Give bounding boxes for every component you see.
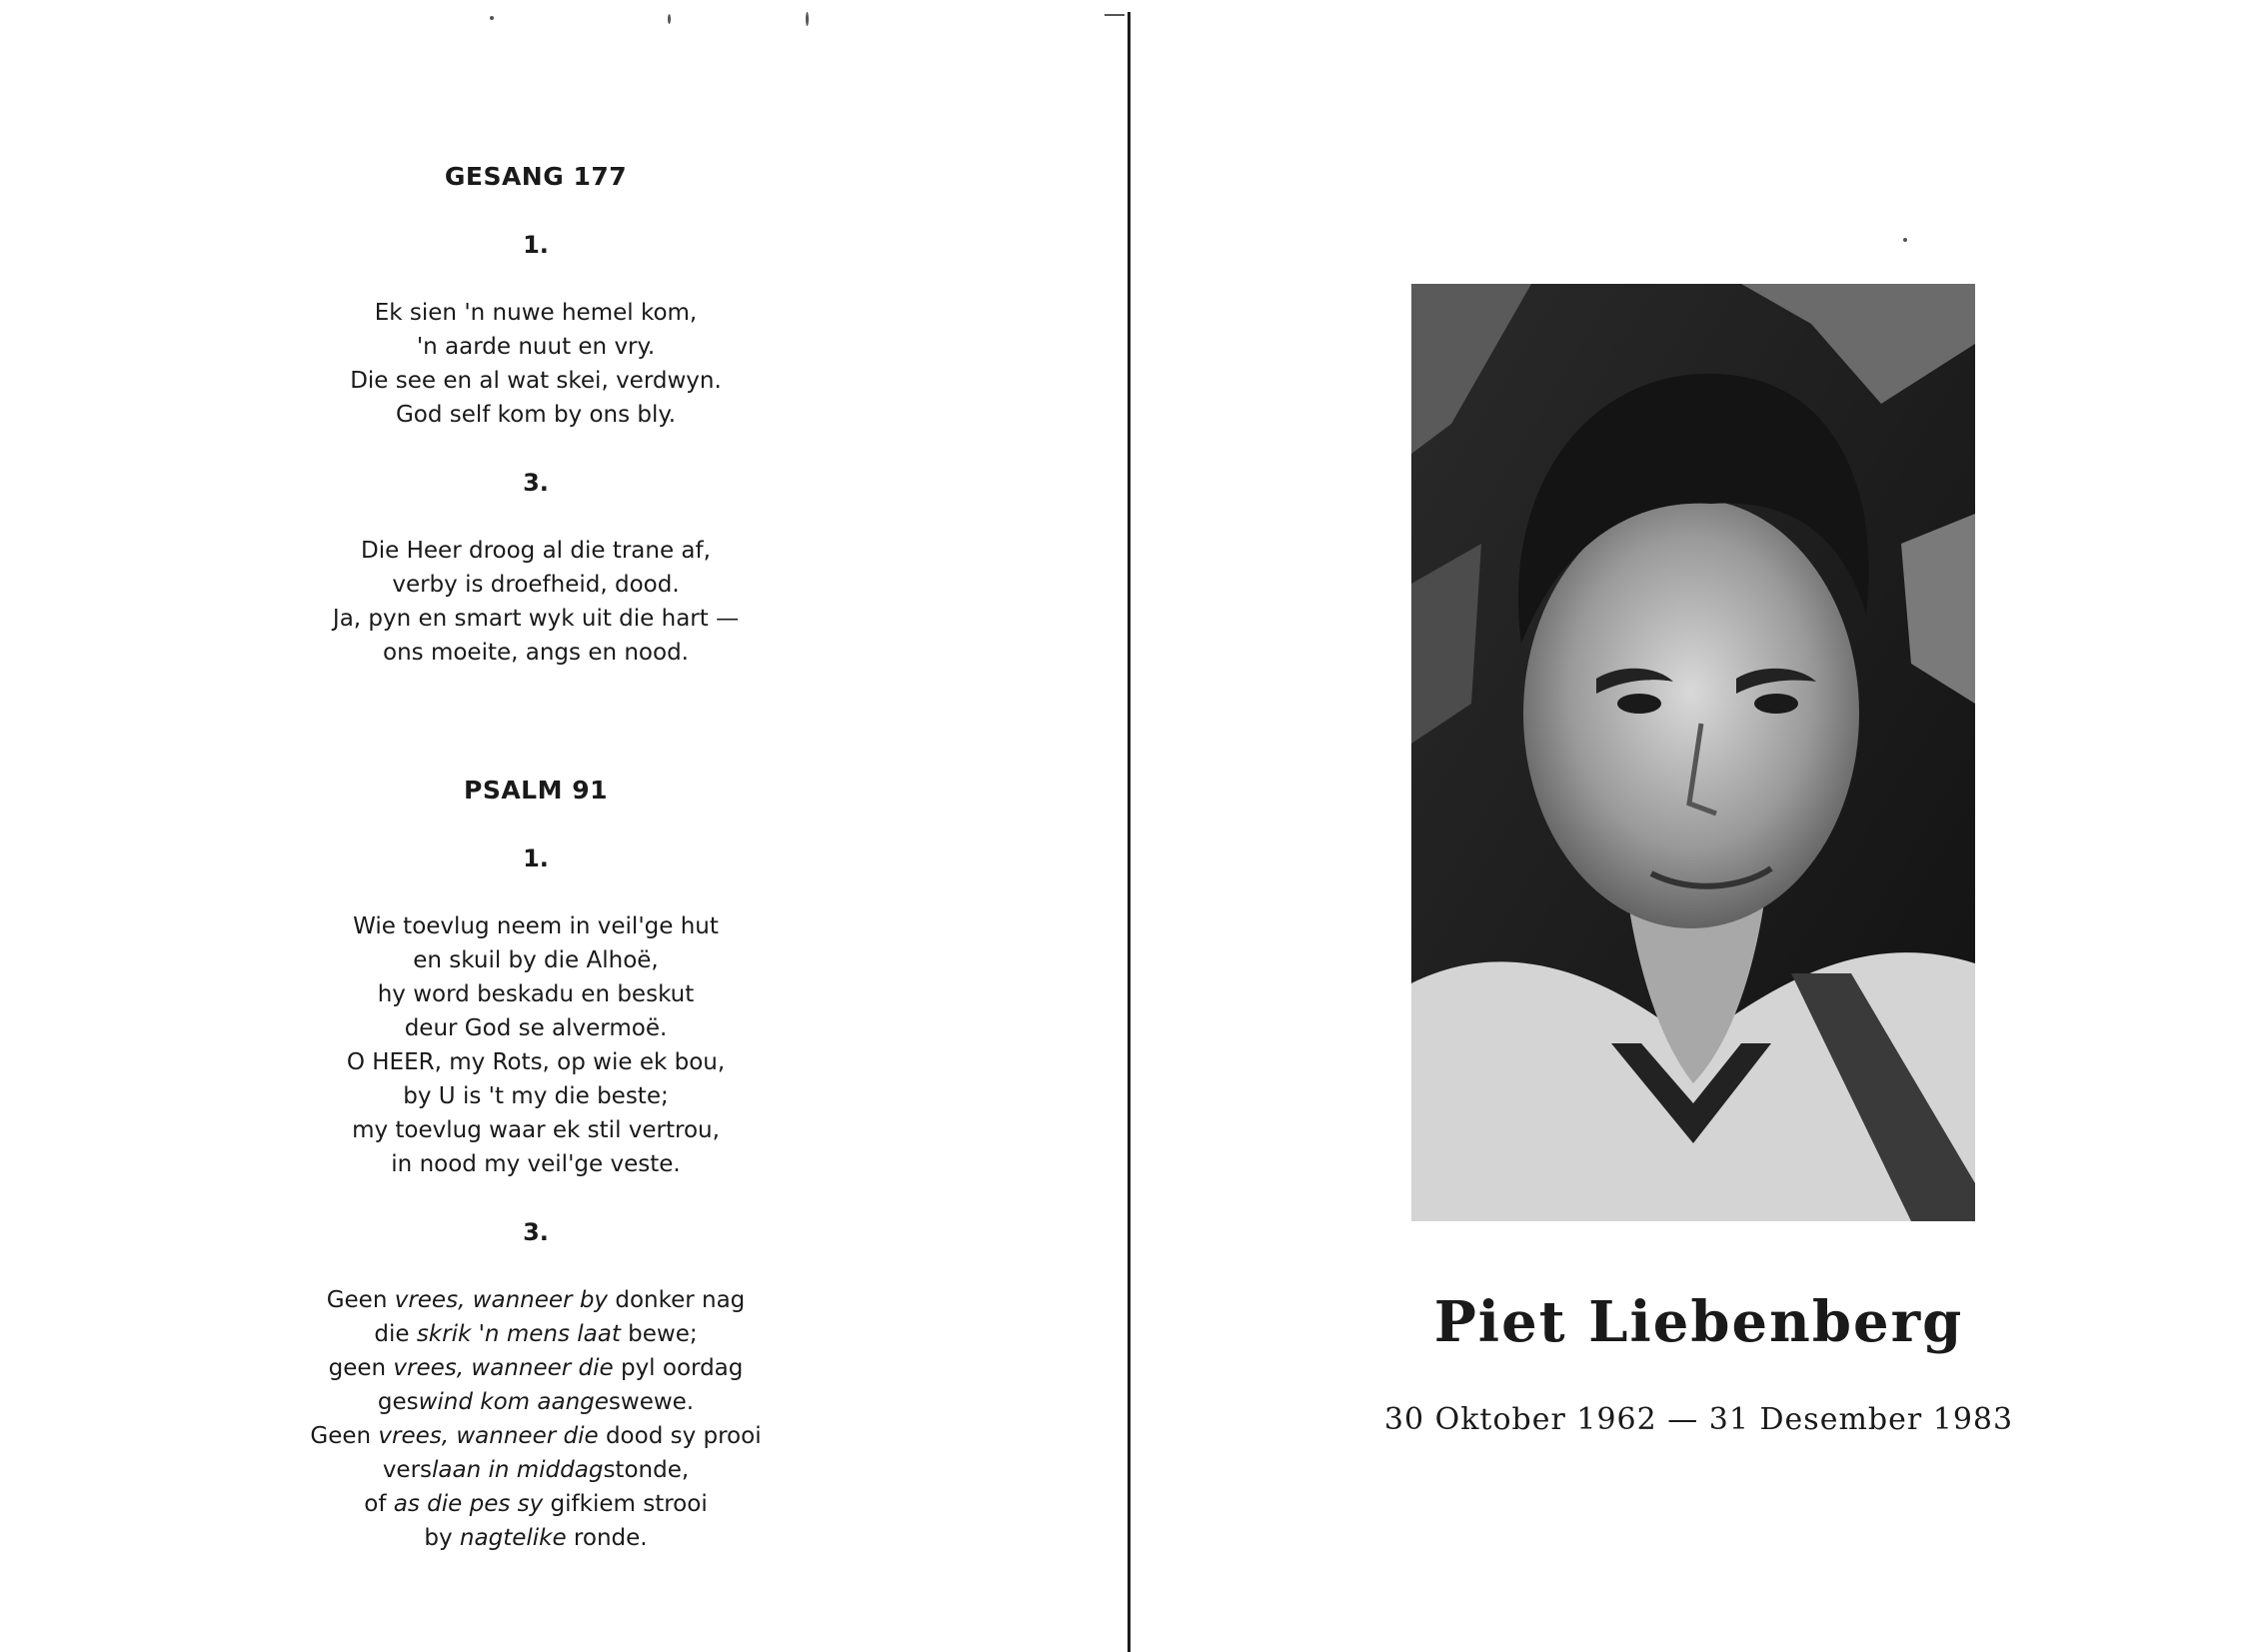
portrait-photo-image bbox=[1411, 284, 1975, 1221]
verse-line: hy word beskadu en beskut bbox=[377, 981, 695, 1007]
scan-speck bbox=[490, 16, 494, 20]
verse-line: O HEER, my Rots, op wie ek bou, bbox=[346, 1049, 726, 1075]
verse-line-segment: geen bbox=[328, 1355, 394, 1381]
verse-line-segment: Geen bbox=[326, 1287, 395, 1313]
verse-line-italic-segment: laan in middag bbox=[432, 1457, 604, 1483]
verse-number: 3. bbox=[523, 469, 549, 497]
verse-number: 3. bbox=[523, 1218, 549, 1246]
scan-speck bbox=[668, 14, 671, 24]
scan-speck bbox=[1903, 238, 1907, 242]
verse-line-segment: bewe; bbox=[620, 1321, 698, 1347]
verse-line: Wie toevlug neem in veil'ge hut bbox=[353, 913, 719, 939]
verse-line-italic-segment: vrees, wanneer die bbox=[393, 1355, 614, 1381]
verse-line: ons moeite, angs en nood. bbox=[383, 640, 689, 666]
hymn-title: GESANG 177 bbox=[444, 162, 628, 191]
verse-line-segment: stonde, bbox=[603, 1457, 690, 1483]
verse-line-segment: ges bbox=[377, 1389, 419, 1415]
verse-line: Die see en al wat skei, verdwyn. bbox=[350, 368, 722, 394]
verse-line-segment: donker nag bbox=[608, 1287, 746, 1313]
verse-line: 'n aarde nuut en vry. bbox=[416, 334, 656, 360]
verse-line bbox=[208, 1283, 864, 1317]
verse-line: my toevlug waar ek stil vertrou, bbox=[352, 1117, 720, 1143]
verse-number: 1. bbox=[523, 231, 549, 259]
verse-line: God self kom by ons bly. bbox=[395, 402, 677, 428]
life-dates: 30 Oktober 1962 — 31 Desember 1983 bbox=[1383, 1402, 2014, 1437]
scan-speck bbox=[806, 12, 809, 26]
verse-line-italic-segment: nagtelike bbox=[459, 1525, 567, 1551]
hymn-psalm-91 bbox=[208, 774, 864, 1555]
verse-line bbox=[208, 1419, 864, 1453]
deceased-name: Piet Liebenberg bbox=[1433, 1289, 1964, 1355]
verse-line: deur God se alvermoë. bbox=[404, 1015, 668, 1041]
verse-line bbox=[208, 1385, 864, 1419]
verse-line: Ja, pyn en smart wyk uit die hart — bbox=[332, 606, 740, 632]
hymn-gesang-177 bbox=[208, 160, 864, 670]
left-page bbox=[0, 0, 1128, 1652]
verse-line-segment: swewe. bbox=[608, 1389, 695, 1415]
verse-line-italic-segment: as die pes sy bbox=[393, 1491, 544, 1517]
right-page bbox=[1131, 0, 2267, 1652]
verse-line: in nood my veil'ge veste. bbox=[391, 1151, 681, 1177]
verse-line-italic-segment: vrees, wanneer die bbox=[378, 1423, 599, 1449]
verse-line-segment: vers bbox=[382, 1457, 433, 1483]
verse-line-segment: gifkiem strooi bbox=[543, 1491, 708, 1517]
verse-line: verby is droefheid, dood. bbox=[392, 572, 680, 598]
verse-line-italic-segment: skrik 'n mens laat bbox=[416, 1321, 621, 1347]
verse-line bbox=[208, 1521, 864, 1555]
verse-line: Die Heer droog al die trane af, bbox=[361, 538, 711, 564]
verse-line bbox=[208, 1317, 864, 1351]
verse-line: en skuil by die Alhoë, bbox=[413, 947, 659, 973]
scan-speck bbox=[1105, 14, 1125, 16]
verse-line-segment: Geen bbox=[310, 1423, 379, 1449]
verse-line bbox=[208, 1351, 864, 1385]
hymn-title: PSALM 91 bbox=[464, 776, 608, 805]
verse-line-segment: dood sy prooi bbox=[598, 1423, 762, 1449]
verse-line bbox=[208, 1487, 864, 1521]
verse-line-italic-segment: wind kom aange bbox=[418, 1389, 609, 1415]
verse-line-segment: ronde. bbox=[566, 1525, 648, 1551]
portrait-photo bbox=[1411, 284, 1975, 1221]
verse-line bbox=[208, 1453, 864, 1487]
verse-line: by U is 't my die beste; bbox=[403, 1083, 669, 1109]
verse-number: 1. bbox=[523, 844, 549, 872]
verse-line-segment: pyl oordag bbox=[613, 1355, 744, 1381]
verse-line: Ek sien 'n nuwe hemel kom, bbox=[374, 300, 698, 326]
verse-line-segment: by bbox=[424, 1525, 460, 1551]
verse-line-segment: of bbox=[364, 1491, 394, 1517]
verse-line-italic-segment: vrees, wanneer by bbox=[394, 1287, 609, 1313]
verse-line-segment: die bbox=[374, 1321, 417, 1347]
verse-3-lines bbox=[208, 1283, 864, 1555]
